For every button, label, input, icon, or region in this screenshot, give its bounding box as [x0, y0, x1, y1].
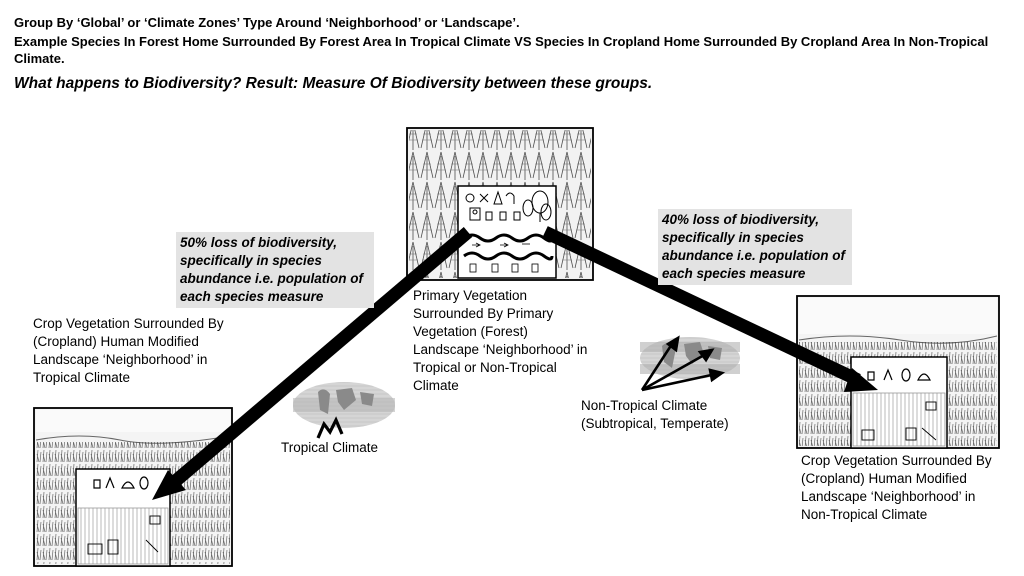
loss-note-nontropical: 40% loss of biodiversity, specifically in species abundance i.e. population of each species measure [658, 209, 852, 285]
nontropical-climate-map [640, 337, 740, 379]
crop-tropical-panel [34, 408, 232, 566]
header-line-1: Group By ‘Global’ or ‘Climate Zones’ Type Around ‘Neighborhood’ or ‘Landscape’. [14, 15, 520, 30]
research-question: What happens to Biodiversity? Result: Measure Of Biodiversity between these groups. [14, 75, 653, 92]
header-line-2: Example Species In Forest Home Surrounded By Forest Area In Tropical Climate VS Species In Cropland Home Surrounded By Cropland Area In Non-Tropical Climate. [14, 34, 989, 66]
tropical-climate-label: Tropical Climate [281, 440, 379, 455]
crop-tropical-label: Crop Vegetation Surrounded By (Cropland) Human Modified Landscape ‘Neighborhood’ in Tropical Climate [33, 316, 224, 385]
primary-vegetation-label: Primary Vegetation Surrounded By Primary Vegetation (Forest) Landscape ‘Neighborhood’ in Tropical or Non-Tropical Climate [413, 288, 588, 393]
loss-note-tropical: 50% loss of biodiversity, specifically in species abundance i.e. population of each species measure [176, 232, 374, 308]
tropical-climate-map [293, 382, 395, 428]
nontropical-climate-label: Non-Tropical Climate (Subtropical, Temperate) [581, 398, 729, 431]
crop-nontropical-label: Crop Vegetation Surrounded By (Cropland) Human Modified Landscape ‘Neighborhood’ in Non-Tropical Climate [801, 453, 992, 522]
